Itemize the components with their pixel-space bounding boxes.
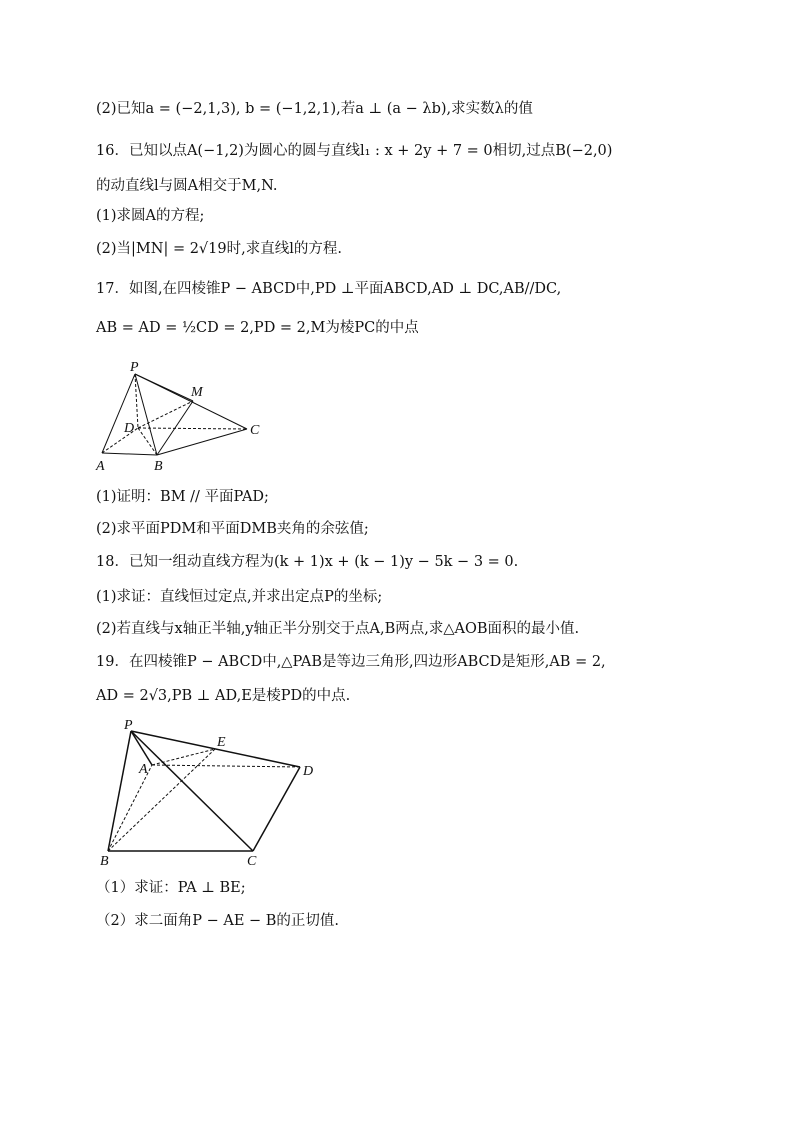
label-b: B: [154, 459, 163, 474]
q19-stem-line2: AD = 2√3,PB ⊥ AD,E是棱PD的中点.: [96, 688, 351, 704]
q17-stem-line1: 17．如图,在四棱锥P − ABCD中,PD ⊥平面ABCD,AD ⊥ DC,AB//DC,: [96, 281, 562, 297]
label-p: P: [124, 718, 133, 733]
q17-stem-line2: AB = AD = ½CD = 2,PD = 2,M为棱PC的中点: [96, 320, 419, 336]
label-a: A: [139, 762, 148, 777]
label-c: C: [250, 423, 260, 438]
q16-part2: (2)当|MN| = 2√19时,求直线l的方程.: [96, 241, 342, 257]
label-p: P: [130, 360, 139, 375]
q17-part1: (1)证明：BM // 平面PAD;: [96, 489, 269, 505]
q17-pyramid-figure: [90, 358, 280, 478]
label-e: E: [217, 735, 226, 750]
q19-part2: （2）求二面角P − AE − B的正切值.: [96, 913, 340, 929]
label-d: D: [124, 421, 135, 436]
q17-part2: (2)求平面PDM和平面DMB夹角的余弦值;: [96, 521, 369, 537]
q19-pyramid-figure: [95, 715, 335, 870]
q18-part2: (2)若直线与x轴正半轴,y轴正半分别交于点A,B两点,求△AOB面积的最小值.: [96, 621, 580, 637]
q18-part1: (1)求证：直线恒过定点,并求出定点P的坐标;: [96, 589, 383, 605]
label-c: C: [247, 854, 257, 869]
q16-stem-line2: 的动直线l与圆A相交于M,N.: [96, 178, 278, 194]
q16-part1: (1)求圆A的方程;: [96, 208, 205, 224]
q18-stem: 18．已知一组动直线方程为(k + 1)x + (k − 1)y − 5k − 3 = 0.: [96, 554, 519, 570]
label-b: B: [100, 854, 109, 869]
q15-part2: (2)已知a = (−2,1,3), b = (−1,2,1),若a ⊥ (a − λb),求实数λ的值: [96, 101, 533, 117]
q16-stem-line1: 16．已知以点A(−1,2)为圆心的圆与直线l₁ : x + 2y + 7 = 0相切,过点B(−2,0): [96, 143, 613, 159]
label-m: M: [191, 385, 203, 400]
label-d: D: [303, 764, 314, 779]
q19-stem-line1: 19．在四棱锥P − ABCD中,△PAB是等边三角形,四边形ABCD是矩形,AB = 2,: [96, 654, 606, 670]
q19-part1: （1）求证：PA ⊥ BE;: [96, 880, 246, 896]
label-a: A: [96, 459, 105, 474]
